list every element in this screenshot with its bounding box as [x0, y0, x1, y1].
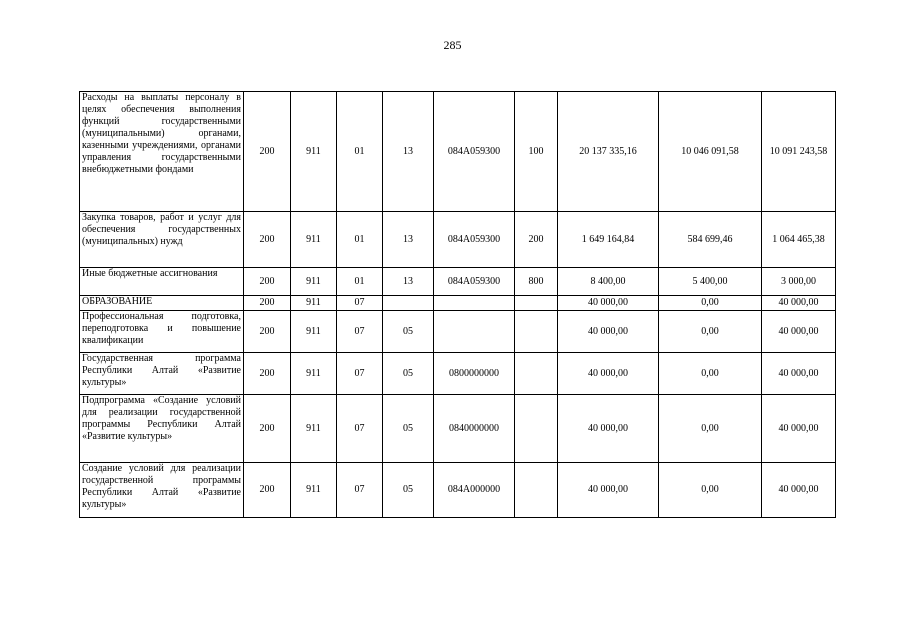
row-sum-2: 0,00 [659, 296, 762, 311]
row-grbs: 911 [291, 395, 337, 463]
row-sum-1: 40 000,00 [558, 296, 659, 311]
row-sum-1: 20 137 335,16 [558, 92, 659, 212]
row-name: Государственная программа Республики Алтай «Развитие культуры» [80, 353, 244, 395]
row-pr: 05 [383, 395, 434, 463]
row-sum-2: 0,00 [659, 311, 762, 353]
table-row [80, 92, 836, 212]
budget-table [79, 91, 836, 518]
row-grbs: 911 [291, 92, 337, 212]
row-sum-3: 40 000,00 [762, 311, 836, 353]
row-vr [515, 311, 558, 353]
row-sum-3: 40 000,00 [762, 353, 836, 395]
row-code: 200 [244, 296, 291, 311]
row-rz: 01 [337, 92, 383, 212]
row-sum-3: 40 000,00 [762, 395, 836, 463]
row-grbs: 911 [291, 311, 337, 353]
table-row [80, 353, 836, 395]
row-csr [434, 311, 515, 353]
row-csr: 084A059300 [434, 268, 515, 296]
row-sum-3: 40 000,00 [762, 463, 836, 518]
row-sum-3: 40 000,00 [762, 296, 836, 311]
row-grbs: 911 [291, 212, 337, 268]
table-row [80, 311, 836, 353]
row-csr: 0800000000 [434, 353, 515, 395]
row-vr: 200 [515, 212, 558, 268]
row-csr: 084A059300 [434, 212, 515, 268]
table-row [80, 395, 836, 463]
row-vr [515, 353, 558, 395]
row-sum-1: 8 400,00 [558, 268, 659, 296]
row-sum-2: 584 699,46 [659, 212, 762, 268]
row-rz: 07 [337, 296, 383, 311]
row-sum-1: 40 000,00 [558, 353, 659, 395]
row-pr: 13 [383, 92, 434, 212]
row-rz: 07 [337, 353, 383, 395]
row-code: 200 [244, 395, 291, 463]
row-grbs: 911 [291, 296, 337, 311]
row-pr [383, 296, 434, 311]
row-rz: 07 [337, 395, 383, 463]
table-row [80, 463, 836, 518]
row-vr: 100 [515, 92, 558, 212]
table-row [80, 212, 836, 268]
row-sum-1: 40 000,00 [558, 395, 659, 463]
row-sum-1: 40 000,00 [558, 463, 659, 518]
row-name: Подпрограмма «Создание условий для реализации государственной программы Республики Алтай «Развитие культуры» [80, 395, 244, 463]
row-code: 200 [244, 212, 291, 268]
row-sum-3: 10 091 243,58 [762, 92, 836, 212]
row-sum-3: 1 064 465,38 [762, 212, 836, 268]
row-grbs: 911 [291, 268, 337, 296]
row-rz: 07 [337, 311, 383, 353]
row-vr [515, 296, 558, 311]
row-sum-3: 3 000,00 [762, 268, 836, 296]
row-name: Закупка товаров, работ и услуг для обеспечения государственных (муниципальных) нужд [80, 212, 244, 268]
row-csr: 084A059300 [434, 92, 515, 212]
row-sum-2: 5 400,00 [659, 268, 762, 296]
row-rz: 07 [337, 463, 383, 518]
row-code: 200 [244, 92, 291, 212]
row-code: 200 [244, 268, 291, 296]
table-row [80, 296, 836, 311]
row-code: 200 [244, 353, 291, 395]
row-sum-1: 40 000,00 [558, 311, 659, 353]
row-csr: 0840000000 [434, 395, 515, 463]
row-sum-2: 0,00 [659, 395, 762, 463]
row-sum-2: 0,00 [659, 353, 762, 395]
row-rz: 01 [337, 268, 383, 296]
row-grbs: 911 [291, 463, 337, 518]
row-pr: 13 [383, 212, 434, 268]
row-csr: 084A000000 [434, 463, 515, 518]
row-sum-1: 1 649 164,84 [558, 212, 659, 268]
row-sum-2: 10 046 091,58 [659, 92, 762, 212]
page-number: 285 [443, 38, 462, 52]
row-grbs: 911 [291, 353, 337, 395]
row-name: ОБРАЗОВАНИЕ [80, 296, 244, 311]
row-pr: 05 [383, 463, 434, 518]
row-vr [515, 395, 558, 463]
row-pr: 05 [383, 311, 434, 353]
row-pr: 13 [383, 268, 434, 296]
row-pr: 05 [383, 353, 434, 395]
row-code: 200 [244, 463, 291, 518]
table-row [80, 268, 836, 296]
row-vr: 800 [515, 268, 558, 296]
row-code: 200 [244, 311, 291, 353]
row-sum-2: 0,00 [659, 463, 762, 518]
row-name: Расходы на выплаты персоналу в целях обеспечения выполнения функций государственными (муниципальными) органами, казенными учреждениями, органами управления государственными внебюджетными фондами [80, 92, 244, 212]
row-name: Иные бюджетные ассигнования [80, 268, 244, 296]
row-vr [515, 463, 558, 518]
row-rz: 01 [337, 212, 383, 268]
row-csr [434, 296, 515, 311]
row-name: Создание условий для реализации государственной программы Республики Алтай «Развитие культуры» [80, 463, 244, 518]
row-name: Профессиональная подготовка, переподготовка и повышение квалификации [80, 311, 244, 353]
